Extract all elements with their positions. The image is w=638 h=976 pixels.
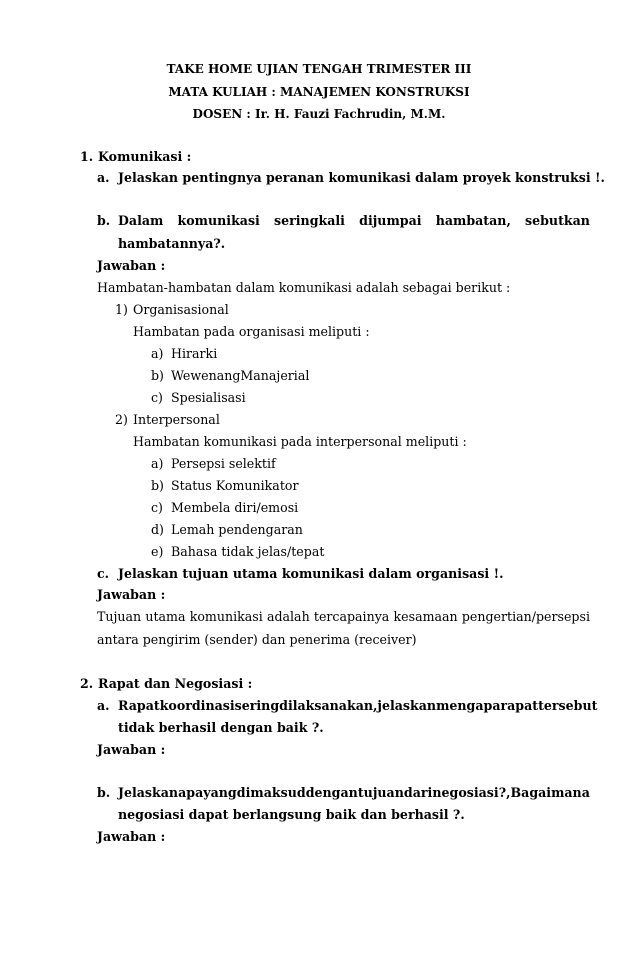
section2-number: 2. bbox=[80, 676, 94, 691]
question-2b-word: tujuan bbox=[357, 785, 404, 800]
question-2a-word: dilaksanakan, bbox=[279, 698, 378, 713]
org-item-text: WewenangManajerial bbox=[171, 368, 310, 383]
course-name: MATA KULIAH : MANAJEMEN KONSTRUKSI bbox=[168, 85, 470, 99]
question-1b-word: hambatan, bbox=[435, 213, 511, 228]
inter-item-text: Bahasa tidak jelas/tepat bbox=[171, 544, 325, 559]
question-2a-letter: a. bbox=[97, 698, 110, 713]
org-title: Organisasional bbox=[133, 302, 229, 317]
question-2b-word: negosiasi bbox=[432, 785, 499, 800]
inter-item-letter: b) bbox=[151, 478, 164, 493]
inter-item-letter: d) bbox=[151, 522, 164, 537]
doc-title: TAKE HOME UJIAN TENGAH TRIMESTER III bbox=[166, 62, 472, 76]
question-2b-letter: b. bbox=[97, 785, 111, 800]
question-2b-word: dimaksud bbox=[236, 785, 306, 800]
question-2a-line1 bbox=[118, 698, 598, 713]
answer-2b-label: Jawaban : bbox=[97, 829, 166, 844]
inter-title: Interpersonal bbox=[133, 412, 220, 427]
question-2b-word: dengan bbox=[305, 785, 358, 800]
question-2b-line2: negosiasi dapat berlangsung baik dan berhasil ?. bbox=[118, 807, 465, 822]
section2-title: Rapat dan Negosiasi : bbox=[98, 676, 253, 691]
inter-item-text: Membela diri/emosi bbox=[171, 500, 299, 515]
question-2b-word: ?, bbox=[498, 785, 511, 800]
answer-1c-word: pengertian/persepsi bbox=[461, 609, 590, 624]
section1-title: Komunikasi : bbox=[98, 149, 192, 164]
question-2b-word: Jelaskan bbox=[118, 785, 179, 800]
question-2a-word: mengapa bbox=[436, 698, 501, 713]
question-1b-letter: b. bbox=[97, 213, 111, 228]
question-2a-line2: tidak berhasil dengan baik ?. bbox=[118, 720, 324, 735]
answer-1c-word: Tujuan bbox=[97, 609, 142, 624]
answer-1b-label: Jawaban : bbox=[97, 258, 166, 273]
question-1b-line2: hambatannya?. bbox=[118, 236, 226, 251]
answer-1b-intro: Hambatan-hambatan dalam komunikasi adalah sebagai berikut : bbox=[97, 280, 511, 295]
answer-1c-word: adalah bbox=[266, 609, 310, 624]
question-2b-line1 bbox=[118, 787, 590, 800]
org-item-letter: a) bbox=[151, 346, 164, 361]
lecturer-name: DOSEN : Ir. H. Fauzi Fachrudin, M.M. bbox=[192, 107, 446, 121]
question-2b-word: dari bbox=[403, 785, 433, 800]
org-item-letter: c) bbox=[151, 390, 163, 405]
inter-number: 2) bbox=[115, 412, 128, 427]
question-1b-word: seringkali bbox=[274, 213, 345, 228]
inter-item-text: Status Komunikator bbox=[171, 478, 299, 493]
answer-2a-label: Jawaban : bbox=[97, 742, 166, 757]
inter-item-text: Lemah pendengaran bbox=[171, 522, 303, 537]
answer-1c-line2: antara pengirim (sender) dan penerima (receiver) bbox=[97, 632, 417, 647]
answer-1c-word: tercapainya bbox=[313, 609, 390, 624]
question-1b-word: komunikasi bbox=[177, 213, 260, 228]
inter-item-letter: c) bbox=[151, 500, 163, 515]
question-2a-word: jelaskan bbox=[377, 698, 437, 713]
question-2b-word: yang bbox=[203, 785, 237, 800]
section1-number: 1. bbox=[80, 149, 94, 164]
answer-1c-word: komunikasi bbox=[189, 609, 263, 624]
question-1c-text: Jelaskan tujuan utama komunikasi dalam organisasi !. bbox=[118, 566, 504, 581]
answer-1c-line1 bbox=[97, 611, 590, 624]
org-intro: Hambatan pada organisasi meliputi : bbox=[133, 324, 370, 339]
question-2b-word: apa bbox=[178, 785, 204, 800]
org-item-letter: b) bbox=[151, 368, 164, 383]
question-2a-word: sering bbox=[234, 698, 280, 713]
org-item-text: Spesialisasi bbox=[171, 390, 246, 405]
question-2a-word: rapat bbox=[500, 698, 539, 713]
org-item-text: Hirarki bbox=[171, 346, 218, 361]
question-2a-word: Rapat bbox=[118, 698, 160, 713]
inter-intro: Hambatan komunikasi pada interpersonal meliputi : bbox=[133, 434, 467, 449]
question-2a-word: koordinasi bbox=[159, 698, 235, 713]
question-1b-word: sebutkan bbox=[525, 213, 590, 228]
question-2a-word: tersebut bbox=[538, 698, 598, 713]
question-1a-text: Jelaskan pentingnya peranan komunikasi dalam proyek konstruksi !. bbox=[118, 170, 605, 185]
inter-item-letter: e) bbox=[151, 544, 164, 559]
question-1a-letter: a. bbox=[97, 170, 110, 185]
org-number: 1) bbox=[115, 302, 128, 317]
question-1b-word: Dalam bbox=[118, 213, 164, 228]
answer-1c-word: kesamaan bbox=[393, 609, 458, 624]
answer-1c-word: utama bbox=[145, 609, 186, 624]
question-1c-letter: c. bbox=[97, 566, 110, 581]
inter-item-text: Persepsi selektif bbox=[171, 456, 276, 471]
inter-item-letter: a) bbox=[151, 456, 164, 471]
answer-1c-label: Jawaban : bbox=[97, 587, 166, 602]
question-1b-line1 bbox=[118, 215, 590, 228]
question-2b-word: Bagaimana bbox=[510, 785, 590, 800]
question-1b-word: dijumpai bbox=[359, 213, 422, 228]
